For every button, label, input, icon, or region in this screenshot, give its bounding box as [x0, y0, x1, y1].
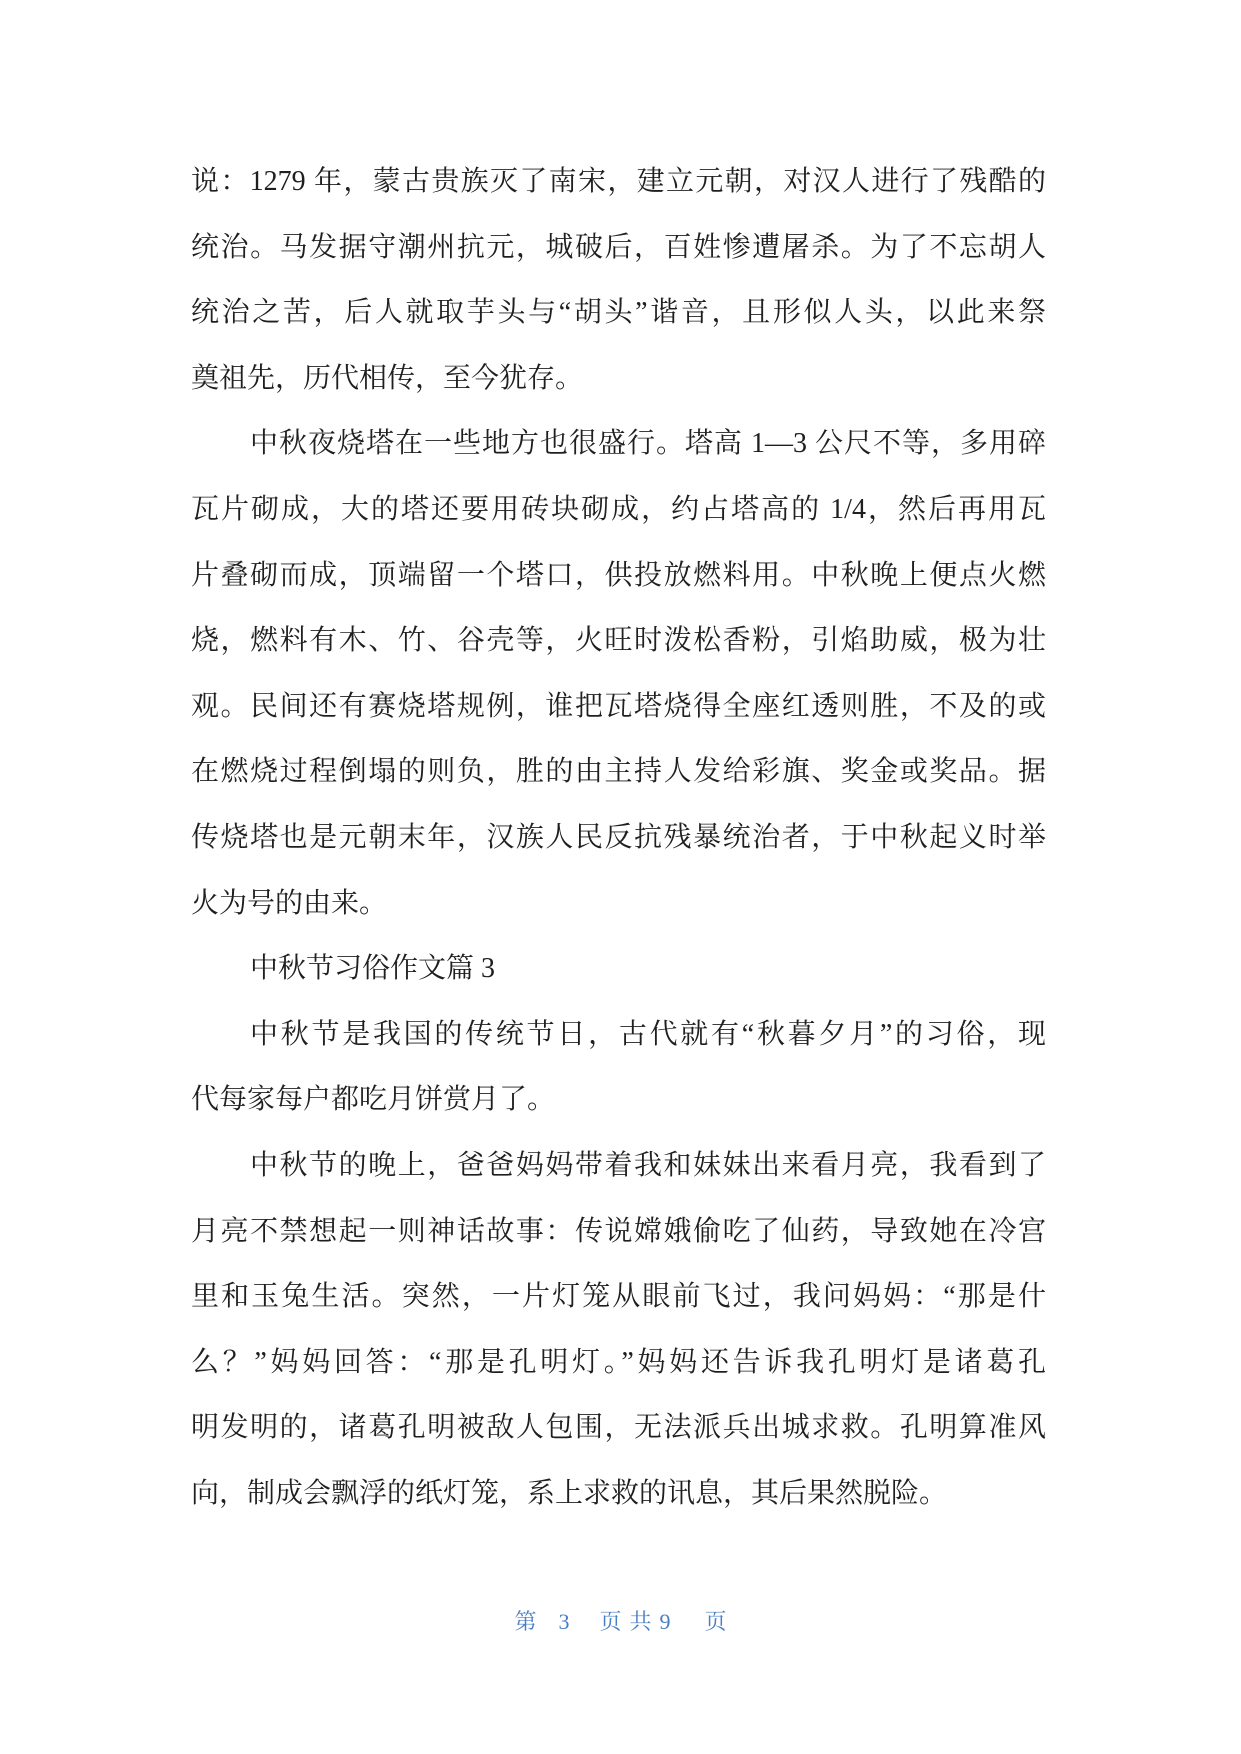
paragraph-line: 中秋夜烧塔在一些地方也很盛行。塔高 1—3 公尺不等，多用碎 — [250, 428, 1046, 460]
page-number-prefix: 第 — [514, 1609, 537, 1634]
paragraph-line: 向，制成会飘浮的纸灯笼，系上求救的讯息，其后果然脱险。 — [191, 1477, 948, 1509]
section-heading — [191, 936, 1046, 1002]
paragraph — [191, 411, 1046, 936]
paragraph-line: 传烧塔也是元朝末年，汉族人民反抗残暴统治者，于中秋起义时举 — [191, 821, 1046, 853]
paragraph — [191, 149, 1046, 411]
paragraph — [191, 1133, 1046, 1527]
total-pages-number: 9 — [659, 1609, 671, 1634]
paragraph-line: 中秋节是我国的传统节日，古代就有“秋暮夕月”的习俗，现 — [250, 1018, 1046, 1050]
page-number-suffix: 页 — [704, 1609, 727, 1634]
page-body — [191, 149, 1046, 1526]
paragraph-line: 奠祖先，历代相传，至今犹存。 — [191, 362, 584, 394]
paragraph-line: 说：1279 年，蒙古贵族灭了南宋，建立元朝，对汉人进行了残酷的 — [191, 166, 1046, 197]
paragraph-line: 么？”妈妈回答：“那是孔明灯。”妈妈还告诉我孔明灯是诸葛孔 — [191, 1346, 1046, 1378]
paragraph-line: 统治。马发据守潮州抗元，城破后，百姓惨遭屠杀。为了不忘胡人 — [191, 231, 1046, 263]
current-page-number: 3 — [558, 1609, 570, 1634]
page-number-separator: 页共 — [599, 1609, 660, 1634]
paragraph-line: 烧，燃料有木、竹、谷壳等，火旺时泼松香粉，引焰助威，极为壮 — [191, 625, 1046, 657]
paragraph-line: 火为号的由来。 — [191, 887, 388, 919]
paragraph-line: 中秋节的晚上，爸爸妈妈带着我和妹妹出来看月亮，我看到了 — [250, 1149, 1046, 1181]
paragraph-line: 统治之苦，后人就取芋头与“胡头”谐音，且形似人头，以此来祭 — [191, 297, 1046, 329]
paragraph-line: 月亮不禁想起一则神话故事：传说嫦娥偷吃了仙药，导致她在冷宫 — [191, 1215, 1046, 1247]
paragraph-line: 代每家每户都吃月饼赏月了。 — [191, 1084, 556, 1116]
paragraph-line: 明发明的，诸葛孔明被敌人包围，无法派兵出城求救。孔明算准风 — [191, 1412, 1046, 1444]
paragraph-line: 瓦片砌成，大的塔还要用砖块砌成，约占塔高的 1/4，然后再用瓦 — [191, 493, 1046, 525]
page-footer — [0, 1606, 1241, 1638]
paragraph — [191, 1002, 1046, 1133]
paragraph-line: 片叠砌而成，顶端留一个塔口，供投放燃料用。中秋晚上便点火燃 — [191, 559, 1046, 591]
paragraph-line: 里和玉兔生活。突然，一片灯笼从眼前飞过，我问妈妈：“那是什 — [191, 1281, 1046, 1313]
paragraph-line: 观。民间还有赛烧塔规例，谁把瓦塔烧得全座红透则胜，不及的或 — [191, 690, 1046, 722]
section-heading-text: 中秋节习俗作文篇 3 — [250, 953, 496, 985]
paragraph-line: 在燃烧过程倒塌的则负，胜的由主持人发给彩旗、奖金或奖品。据 — [191, 756, 1046, 788]
